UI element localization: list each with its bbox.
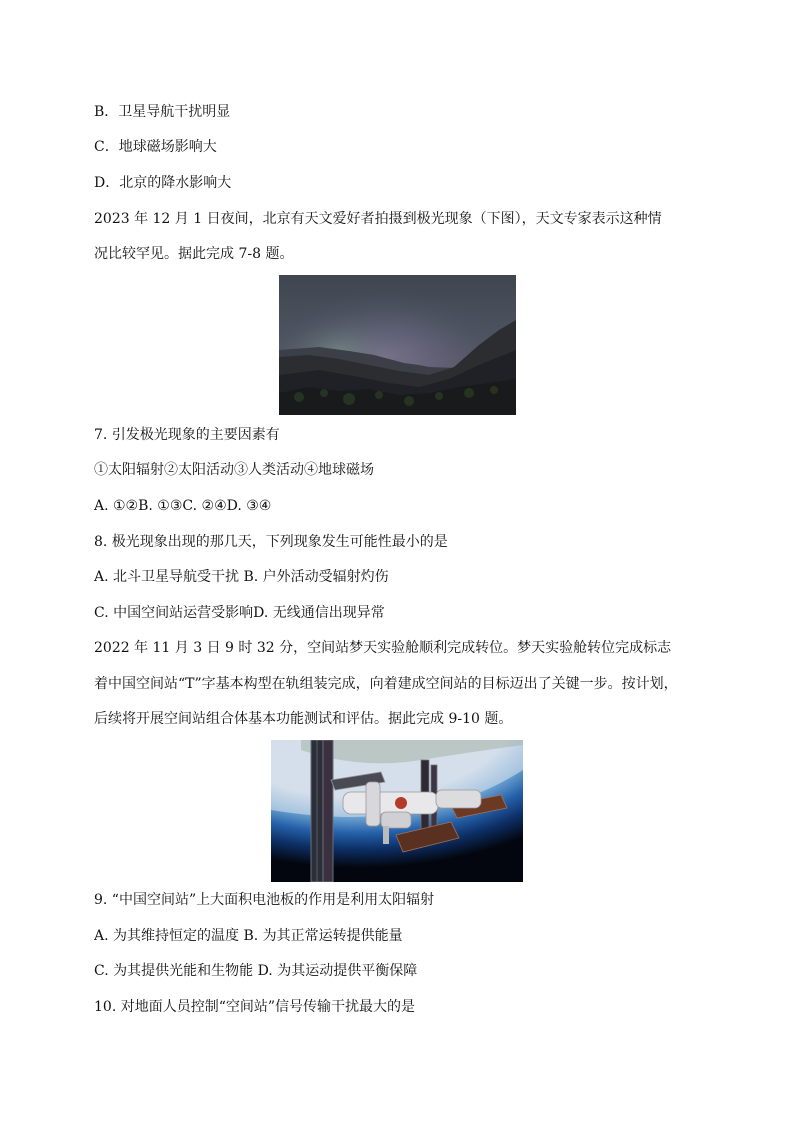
aurora-photo: [279, 275, 516, 415]
q6-option-b: B．卫星导航干扰明显: [94, 104, 231, 120]
q7-stem: 7. 引发极光现象的主要因素有: [94, 427, 280, 443]
passage-7-8-line2: 况比较罕见。据此完成 7-8 题。: [94, 246, 294, 262]
q8-options-ab: A. 北斗卫星导航受干扰 B. 户外活动受辐射灼伤: [94, 569, 389, 585]
passage-7-8-line1: 2023 年 12 月 1 日夜间，北京有天文爱好者拍摄到极光现象（下图），天文专家表示这种情: [94, 211, 662, 227]
q8-options-cd: C. 中国空间站运营受影响D. 无线通信出现异常: [94, 605, 385, 621]
q9-stem: 9. “中国空间站”上大面积电池板的作用是利用太阳辐射: [94, 892, 435, 908]
q9-options-cd: C. 为其提供光能和生物能 D. 为其运动提供平衡保障: [94, 963, 418, 979]
passage-9-10-line3: 后续将开展空间站组合体基本功能测试和评估。据此完成 9-10 题。: [94, 711, 513, 727]
q9-options-ab: A. 为其维持恒定的温度 B. 为其正常运转提供能量: [94, 928, 403, 944]
q6-option-d: D．北京的降水影响大: [94, 175, 232, 191]
space-station-image: [271, 740, 523, 882]
passage-9-10-line1: 2022 年 11 月 3 日 9 时 32 分，空间站梦天实验舱顺利完成转位。梦天实验舱转位完成标志: [94, 640, 672, 656]
q8-stem: 8. 极光现象出现的那几天，下列现象发生可能性最小的是: [94, 534, 448, 550]
q10-stem: 10. 对地面人员控制“空间站”信号传输干扰最大的是: [94, 999, 416, 1015]
q7-items: ①太阳辐射②太阳活动③人类活动④地球磁场: [94, 462, 374, 478]
q7-options: A. ①②B. ①③C. ②④D. ③④: [94, 498, 272, 514]
passage-9-10-line2: 着中国空间站“T”字基本构型在轨组装完成，向着建成空间站的目标迈出了关键一步。按计划，: [94, 676, 678, 692]
q6-option-c: C．地球磁场影响大: [94, 139, 217, 155]
